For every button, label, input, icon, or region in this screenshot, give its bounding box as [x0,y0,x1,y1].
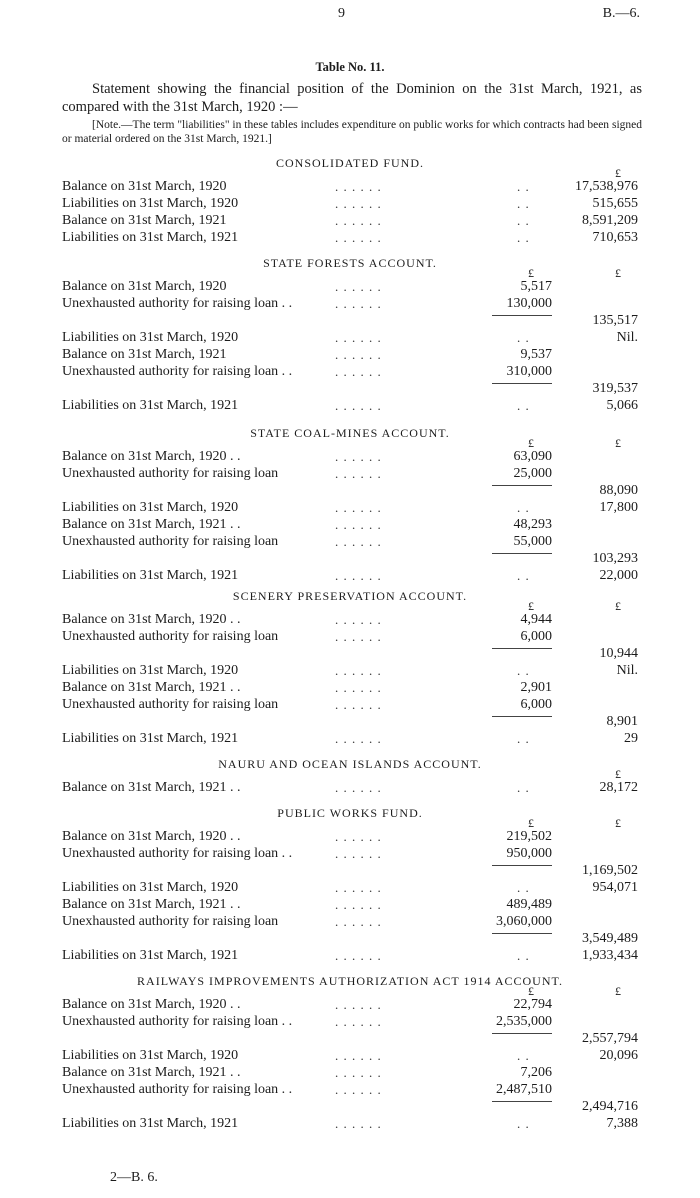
leader-dots: . . . . . . [335,534,382,549]
leader-dots: . . . . . . [335,1065,382,1080]
leader-dots: . . . . . . [335,1116,382,1131]
amount-col2: 3,549,489 [582,931,638,946]
leader-dots: . . . . . . [335,914,382,929]
row-label: Balance on 31st March, 1920 . . [62,997,241,1012]
row-label: Balance on 31st March, 1921 [62,213,227,228]
amount-col2: Nil. [616,330,638,345]
leader-dots: . . . . . . [335,230,382,245]
table-row [0,1064,700,1081]
leader-dots: . . . . . . [335,629,382,644]
row-label: Liabilities on 31st March, 1921 [62,731,239,746]
amount-col1: 48,293 [513,517,552,532]
amount-col1: 7,206 [520,1065,552,1080]
table-row [0,363,700,380]
leader-dots: . . . . . . [335,1082,382,1097]
table-row [0,329,700,346]
table-row [0,1115,700,1132]
row-label: Liabilities on 31st March, 1920 [62,196,239,211]
amount-col1: 25,000 [513,466,552,481]
table-row [0,896,700,913]
amount-col2: 10,944 [599,646,638,661]
leader-dots: . . [517,1116,530,1131]
leader-dots: . . . . . . [335,663,382,678]
section-title: STATE FORESTS ACCOUNT. [263,256,437,270]
table-row [0,278,700,295]
pound-sign-col2: £ [615,166,621,180]
leader-dots: . . [517,663,530,678]
table-row [0,662,700,679]
amount-col1: 489,489 [506,897,552,912]
table-row [0,913,700,930]
leader-dots: . . [517,398,530,413]
amount-col1: 22,794 [513,997,552,1012]
row-label: Unexhausted authority for raising loan . . [62,1082,293,1097]
amount-col1: 950,000 [506,846,552,861]
row-label: Liabilities on 31st March, 1920 [62,880,239,895]
row-label: Balance on 31st March, 1920 . . [62,449,241,464]
table-row [0,516,700,533]
pound-sign-col1: £ [528,984,534,998]
table-row [0,1047,700,1064]
leader-dots: . . [517,1048,530,1063]
amount-col1: 55,000 [513,534,552,549]
table-row [0,499,700,516]
amount-col2: 135,517 [592,313,638,328]
row-label: Unexhausted authority for raising loan [62,534,279,549]
table-row [0,1013,700,1030]
amount-col1: 63,090 [513,449,552,464]
pound-sign-col2: £ [615,436,621,450]
leader-dots: . . . . . . [335,897,382,912]
row-label: Unexhausted authority for raising loan . . [62,364,293,379]
pound-sign-col1: £ [528,436,534,450]
amount-col2: 17,538,976 [575,179,638,194]
row-label: Liabilities on 31st March, 1921 [62,1116,239,1131]
row-label: Unexhausted authority for raising loan . . [62,1014,293,1029]
leader-dots: . . . . . . [335,330,382,345]
leader-dots: . . . . . . [335,1048,382,1063]
amount-col2: 2,494,716 [582,1099,638,1114]
section-title: RAILWAYS IMPROVEMENTS AUTHORIZATION ACT 1914 ACCOUNT. [137,974,563,988]
pound-sign-col1: £ [528,266,534,280]
row-label: Balance on 31st March, 1921 . . [62,780,241,795]
row-label: Unexhausted authority for raising loan [62,629,279,644]
leader-dots: . . . . . . [335,880,382,895]
row-label: Balance on 31st March, 1921 . . [62,1065,241,1080]
row-label: Liabilities on 31st March, 1920 [62,500,239,515]
section-title: STATE COAL-MINES ACCOUNT. [250,426,450,440]
table-row [0,645,700,662]
table-row [0,845,700,862]
table-row [0,465,700,482]
row-label: Balance on 31st March, 1920 [62,179,227,194]
row-label: Unexhausted authority for raising loan . . [62,296,293,311]
amount-col2: 1,933,434 [582,948,638,963]
leader-dots: . . . . . . [335,780,382,795]
row-label: Balance on 31st March, 1920 . . [62,829,241,844]
amount-col2: 20,096 [599,1048,638,1063]
table-row [0,380,700,397]
table-row [0,947,700,964]
pound-sign-col2: £ [615,266,621,280]
amount-col1: 2,487,510 [496,1082,552,1097]
leader-dots: . . [517,880,530,895]
pound-sign-col2: £ [615,767,621,781]
table-row [0,779,700,796]
row-label: Liabilities on 31st March, 1921 [62,568,239,583]
leader-dots: . . . . . . [335,279,382,294]
pound-sign-col2: £ [615,984,621,998]
note-paragraph: [Note.—The term "liabilities" in these tables includes expenditure on public works for which contracts had been signed or material ordered on the 31st March, 1921.] [62,119,642,145]
table-row [0,828,700,845]
amount-col2: 22,000 [599,568,638,583]
table-row [0,696,700,713]
amount-col1: 2,535,000 [496,1014,552,1029]
leader-dots: . . . . . . [335,179,382,194]
table-row [0,550,700,567]
leader-dots: . . . . . . [335,568,382,583]
table-row [0,346,700,363]
table-row [0,628,700,645]
amount-col2: 515,655 [592,196,638,211]
pound-sign-col1: £ [528,599,534,613]
table-row [0,533,700,550]
row-label: Unexhausted authority for raising loan [62,914,279,929]
table-row [0,1081,700,1098]
table-row [0,879,700,896]
amount-col2: 2,557,794 [582,1031,638,1046]
row-label: Liabilities on 31st March, 1921 [62,230,239,245]
leader-dots: . . . . . . [335,846,382,861]
leader-dots: . . [517,731,530,746]
leader-dots: . . . . . . [335,612,382,627]
table-row [0,1098,700,1115]
footer-signature: 2—B. 6. [110,1170,158,1185]
table-row [0,930,700,947]
amount-col2: 319,537 [592,381,638,396]
pound-sign-col1: £ [528,816,534,830]
table-row [0,996,700,1013]
page-number: 9 [338,6,345,21]
leader-dots: . . . . . . [335,449,382,464]
table-row [0,611,700,628]
leader-dots: . . . . . . [335,398,382,413]
amount-col1: 6,000 [520,697,552,712]
table-row [0,1030,700,1047]
pound-sign-col2: £ [615,816,621,830]
leader-dots: . . . . . . [335,296,382,311]
table-row [0,312,700,329]
table-row [0,862,700,879]
amount-col2: 710,653 [592,230,638,245]
leader-dots: . . [517,330,530,345]
row-label: Unexhausted authority for raising loan . . [62,846,293,861]
section-title: PUBLIC WORKS FUND. [277,806,423,820]
table-row [0,295,700,312]
leader-dots: . . [517,948,530,963]
amount-col2: 5,066 [606,398,638,413]
amount-col1: 9,537 [520,347,552,362]
leader-dots: . . . . . . [335,500,382,515]
leader-dots: . . . . . . [335,680,382,695]
amount-col2: 1,169,502 [582,863,638,878]
leader-dots: . . [517,196,530,211]
row-label: Balance on 31st March, 1921 . . [62,897,241,912]
table-row [0,212,700,229]
amount-col1: 2,901 [520,680,552,695]
amount-col1: 219,502 [506,829,552,844]
row-label: Liabilities on 31st March, 1920 [62,663,239,678]
row-label: Unexhausted authority for raising loan [62,697,279,712]
row-label: Liabilities on 31st March, 1920 [62,1048,239,1063]
table-row [0,567,700,584]
leader-dots: . . . . . . [335,196,382,211]
amount-col2: 28,172 [599,780,638,795]
table-row [0,713,700,730]
section-title: NAURU AND OCEAN ISLANDS ACCOUNT. [218,757,482,771]
amount-col1: 4,944 [520,612,552,627]
leader-dots: . . . . . . [335,948,382,963]
intro-paragraph: Statement showing the financial position of the Dominion on the 31st March, 1921, as compared with the 31st March, 1920 :— [62,81,642,115]
leader-dots: . . . . . . [335,731,382,746]
leader-dots: . . [517,568,530,583]
row-label: Liabilities on 31st March, 1921 [62,398,239,413]
amount-col2: 954,071 [592,880,638,895]
amount-col1: 3,060,000 [496,914,552,929]
leader-dots: . . . . . . [335,213,382,228]
row-label: Liabilities on 31st March, 1921 [62,948,239,963]
amount-col2: 88,090 [599,483,638,498]
leader-dots: . . . . . . [335,829,382,844]
section-title: CONSOLIDATED FUND. [275,156,424,170]
row-label: Balance on 31st March, 1921 . . [62,680,241,695]
amount-col2: 103,293 [592,551,638,566]
pound-sign-col2: £ [615,599,621,613]
leader-dots: . . [517,780,530,795]
leader-dots: . . [517,179,530,194]
row-label: Balance on 31st March, 1921 . . [62,517,241,532]
table-row [0,448,700,465]
table-row [0,397,700,414]
amount-col1: 6,000 [520,629,552,644]
leader-dots: . . . . . . [335,364,382,379]
amount-col1: 310,000 [506,364,552,379]
table-row [0,482,700,499]
amount-col2: 8,591,209 [582,213,638,228]
leader-dots: . . . . . . [335,517,382,532]
row-label: Liabilities on 31st March, 1920 [62,330,239,345]
leader-dots: . . . . . . [335,997,382,1012]
amount-col2: 8,901 [606,714,638,729]
row-label: Balance on 31st March, 1920 . . [62,612,241,627]
amount-col1: 130,000 [506,296,552,311]
amount-col2: Nil. [616,663,638,678]
amount-col1: 5,517 [520,279,552,294]
table-row [0,229,700,246]
section-title: SCENERY PRESERVATION ACCOUNT. [232,589,468,603]
table-row [0,679,700,696]
document-reference: B.—6. [602,6,640,21]
leader-dots: . . [517,500,530,515]
leader-dots: . . . . . . [335,466,382,481]
leader-dots: . . . . . . [335,1014,382,1029]
row-label: Unexhausted authority for raising loan [62,466,279,481]
row-label: Balance on 31st March, 1920 [62,279,227,294]
table-row [0,730,700,747]
leader-dots: . . [517,230,530,245]
amount-col2: 7,388 [606,1116,638,1131]
leader-dots: . . . . . . [335,347,382,362]
amount-col2: 29 [624,731,638,746]
amount-col2: 17,800 [599,500,638,515]
table-row [0,178,700,195]
row-label: Balance on 31st March, 1921 [62,347,227,362]
table-row [0,195,700,212]
leader-dots: . . [517,213,530,228]
table-title: Table No. 11. [315,60,385,74]
leader-dots: . . . . . . [335,697,382,712]
